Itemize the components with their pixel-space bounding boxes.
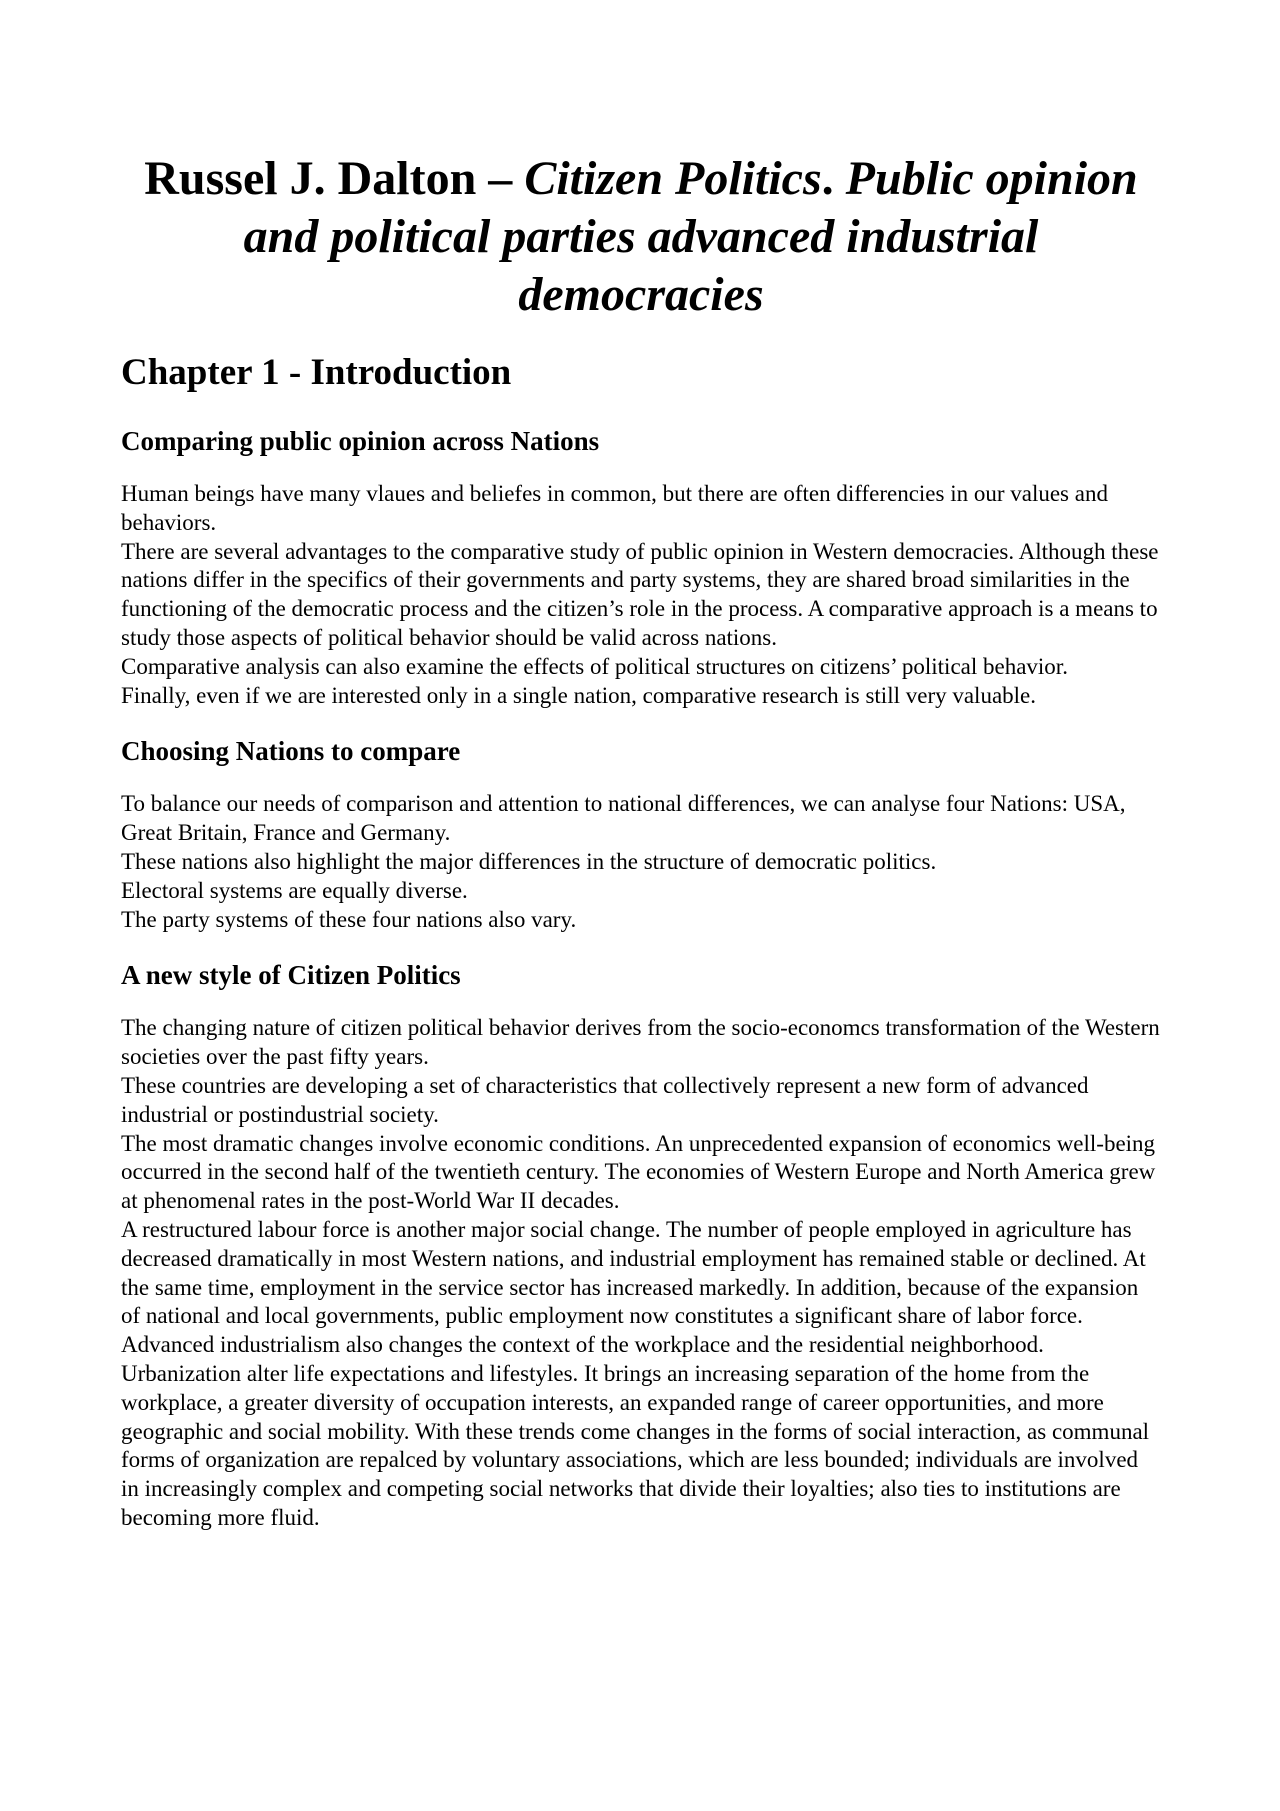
title-book-name: Citizen Politics	[524, 152, 822, 205]
section-heading: Comparing public opinion across Nations	[121, 426, 600, 456]
paragraph: Comparative analysis can also examine the effects of political structures on citizens’ political behavior.	[121, 653, 1068, 679]
paragraph: There are several advantages to the comparative study of public opinion in Western democracies. Although these nations differ in the specifics of their governments and party systems, they are shared broad similarities in the functioning of the democratic process and the citizen’s role in the process. A comparative approach is a means to study those aspects of political behavior should be valid across nations.	[121, 538, 1159, 650]
document-title	[121, 150, 1161, 324]
title-subtitle: Public opinion and political parties advanced industrial democracies	[243, 152, 1138, 321]
section-heading: A new style of Citizen Politics	[121, 960, 461, 991]
paragraph: A restructured labour force is another major social change. The number of people employed in agriculture has decreased dramatically in most Western nations, and industrial employment has remained stable or declined. At the same time, employment in the service sector has increased markedly. In addition, because of the expansion of national and local governments, public employment now constitutes a significant share of labor force.	[121, 1216, 1146, 1329]
title-author: Russel J. Dalton –	[144, 152, 525, 205]
paragraph: The changing nature of citizen political behavior derives from the socio-economcs transformation of the Western societies over the past fifty years.	[121, 1015, 1160, 1070]
paragraph: Advanced industrialism also changes the context of the workplace and the residential neighborhood. Urbanization alter life expectations and lifestyles. It brings an increasing separation of the home from the workplace, a greater diversity of occupation interests, an expanded range of career opportunities, and more geographic and social mobility. With these trends come changes in the forms of social interaction, as communal forms of organization are repalced by voluntary associations, which are less bounded; individuals are involved in increasingly complex and competing social networks that divide their loyalties; also ties to institutions are becoming more fluid.	[121, 1332, 1150, 1530]
paragraph: Finally, even if we are interested only in a single nation, comparative research is still very valuable.	[121, 682, 1037, 708]
document-page	[121, 150, 1161, 1557]
title-period: .	[821, 152, 834, 205]
paragraph: Electoral systems are equally diverse.	[121, 877, 468, 903]
section-choosing-nations	[121, 734, 1161, 934]
paragraph: Human beings have many vlaues and beliefes in common, but there are often differencies in our values and behaviors.	[121, 481, 1108, 535]
section-comparing-public-opinion	[121, 424, 1161, 710]
paragraph: These countries are developing a set of characteristics that collectively represent a new form of advanced industrial or postindustrial society.	[121, 1072, 1089, 1127]
paragraph: To balance our needs of comparison and attention to national differences, we can analyse four Nations: USA, Great Britain, France and Germany.	[121, 791, 1126, 846]
paragraph: These nations also highlight the major differences in the structure of democratic politics.	[121, 848, 937, 874]
section-heading: Choosing Nations to compare	[121, 736, 461, 767]
chapter-title: Chapter 1 - Introduction	[121, 352, 512, 393]
paragraph: The most dramatic changes involve economic conditions. An unprecedented expansion of economics well-being occurred in the second half of the twentieth century. The economies of Western Europe and North America grew at phenomenal rates in the post-World War II decades.	[121, 1130, 1156, 1214]
paragraph: The party systems of these four nations also vary.	[121, 906, 577, 932]
section-new-style-citizen-politics	[121, 958, 1161, 1532]
